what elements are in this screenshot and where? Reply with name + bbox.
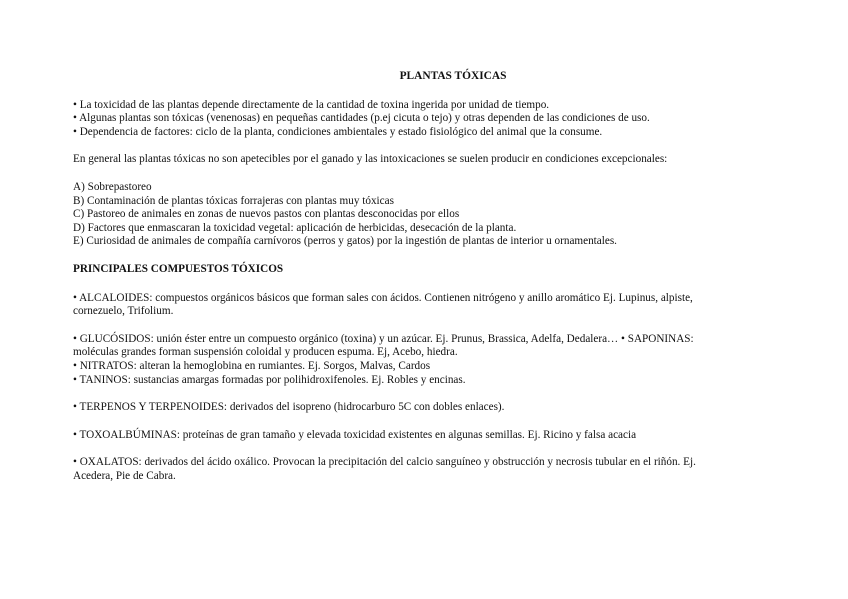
toxoalbuminas-paragraph <box>73 429 808 443</box>
conditions-list <box>73 181 808 249</box>
condition-item: B) Contaminación de plantas tóxicas forrajeras con plantas muy tóxicas <box>73 194 394 207</box>
glucosidos-line: • GLUCÓSIDOS: unión éster entre un compuesto orgánico (toxina) y un azúcar. Ej. Prunus, Brassica, Adelfa, Dedalera… • SAPONINAS: <box>73 332 694 345</box>
nitratos-line: • NITRATOS: alteran la hemoglobina en rumiantes. Ej. Sorgos, Malvas, Cardos <box>73 359 431 372</box>
condition-item: D) Factores que enmascaran la toxicidad vegetal: aplicación de herbicidas, desecación de la planta. <box>73 221 517 234</box>
terpenos-line: • TERPENOS Y TERPENOIDES: derivados del isopreno (hidrocarburo 5C con dobles enlaces). <box>73 401 505 414</box>
condition-item: C) Pastoreo de animales en zonas de nuevos pastos con plantas desconocidas por ellos <box>73 208 460 221</box>
glucosidos-group <box>73 333 808 387</box>
oxalatos-line: • OXALATOS: derivados del ácido oxálico. Provocan la precipitación del calcio sanguíneo y obstrucción y necrosis tubular en el riñón. Ej. <box>73 456 696 469</box>
condition-item: A) Sobrepastoreo <box>73 180 152 193</box>
compounds-heading: PRINCIPALES COMPUESTOS TÓXICOS <box>73 262 284 275</box>
general-paragraph <box>73 153 808 167</box>
alcaloides-line: • ALCALOIDES: compuestos orgánicos básicos que forman sales con ácidos. Contienen nitrógeno y anillo aromático Ej. Lupinus, alpiste, <box>73 291 693 304</box>
saponinas-line: moléculas grandes forman suspensión coloidal y producen espuma. Ej, Acebo, hiedra. <box>73 346 458 359</box>
intro-bullet: • Algunas plantas son tóxicas (venenosas) en pequeñas cantidades (p.ej cicuta o tejo) y otras dependen de las condiciones de uso. <box>73 112 650 125</box>
document-title: PLANTAS TÓXICAS <box>399 70 507 82</box>
toxoalbuminas-line: • TOXOALBÚMINAS: proteínas de gran tamaño y elevada toxicidad existentes en algunas semillas. Ej. Ricino y falsa acacia <box>73 428 637 441</box>
terpenos-paragraph <box>73 401 808 415</box>
intro-bullets <box>73 99 808 140</box>
alcaloides-paragraph <box>73 292 808 319</box>
taninos-line: • TANINOS: sustancias amargas formadas por polihidroxifenoles. Ej. Robles y encinas. <box>73 373 466 386</box>
oxalatos-paragraph <box>73 456 808 483</box>
intro-bullet: • Dependencia de factores: ciclo de la planta, condiciones ambientales y estado fisiológico del animal que la consume. <box>73 125 603 138</box>
general-text: En general las plantas tóxicas no son apetecibles por el ganado y las intoxicaciones se suelen producir en condiciones excepcionales: <box>73 153 668 166</box>
oxalatos-line: Acedera, Pie de Cabra. <box>73 469 176 482</box>
alcaloides-line: cornezuelo, Trifolium. <box>73 305 174 318</box>
intro-bullet: • La toxicidad de las plantas depende directamente de la cantidad de toxina ingerida por unidad de tiempo. <box>73 98 550 111</box>
condition-item: E) Curiosidad de animales de compañía carnívoros (perros y gatos) por la ingestión de plantas de interior u ornamentales. <box>73 235 617 248</box>
